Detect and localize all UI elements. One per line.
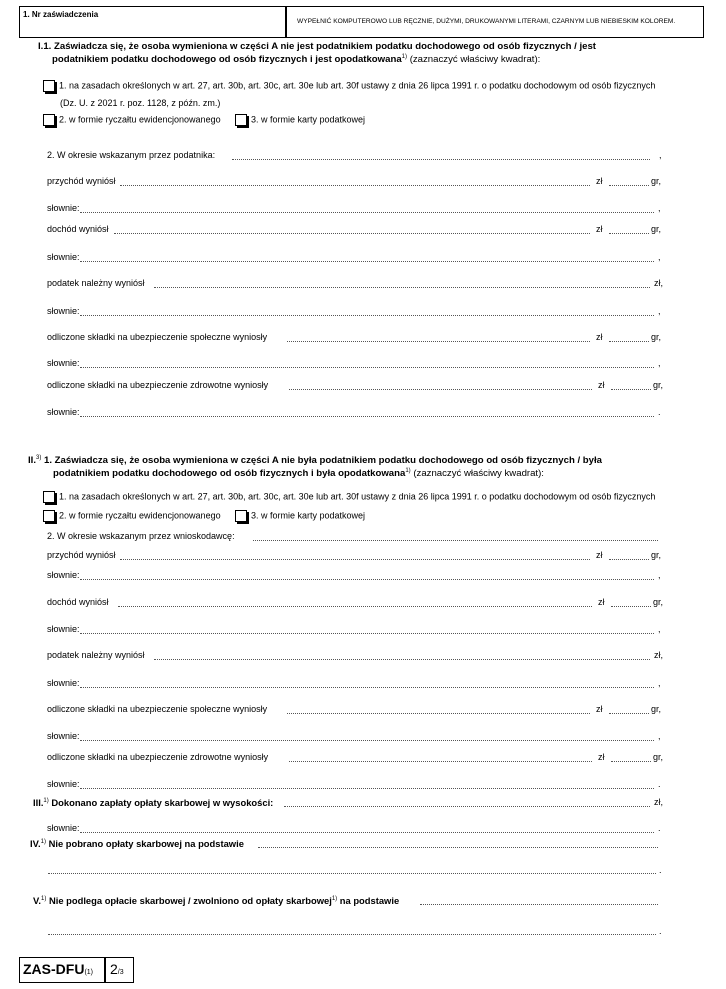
s2-slownie-2: słownie: xyxy=(47,624,80,634)
section4-title: IV.$^{1)}$ Nie pobrano opłaty skarbowej na podstawie xyxy=(30,838,244,849)
section3-title: III.$^{1)}$ Dokonano zapłaty opłaty skarbowej w wysokości: xyxy=(33,797,274,808)
section1-title-note: (zaznaczyć właściwy kwadrat): xyxy=(409,54,541,66)
s1-option-3[interactable]: 3. w formie karty podatkowej xyxy=(235,114,365,126)
s1-slownie-3-field[interactable] xyxy=(80,315,654,316)
checkbox-icon[interactable] xyxy=(43,491,55,503)
s2-option-1[interactable]: 1. na zasadach określonych w art. 27, art. 30b, art. 30c, art. 30e lub art. 30f ustawy z dnia 26 lipca 1991 r. o podatku dochodowym od osób fizycznych xyxy=(43,491,655,503)
s1-podatek-label: podatek należny wyniósł xyxy=(47,278,145,288)
s5-basis-field-1[interactable] xyxy=(420,904,658,905)
certificate-number-label: 1. Nr zaświadczenia xyxy=(23,10,99,19)
s1-slownie-2-field[interactable] xyxy=(80,261,654,262)
checkbox-icon[interactable] xyxy=(43,510,55,522)
section1-title-line2: podatnikiem podatku dochodowego od osób fizycznych i jest opodatkowana xyxy=(52,54,402,66)
s1-spoleczne-label: odliczone składki na ubezpieczenie społeczne wyniosły xyxy=(47,332,268,342)
s2-dochod-zl-field[interactable] xyxy=(118,606,592,607)
s1-zdrowotne-gr-field[interactable] xyxy=(611,389,651,390)
s5-basis-field-2[interactable] xyxy=(48,934,656,935)
s1-podatek-field[interactable] xyxy=(154,287,650,288)
s1-option-1-ref: (Dz. U. z 2021 r. poz. 1128, z późn. zm.) xyxy=(60,98,221,108)
checkbox-icon[interactable] xyxy=(235,114,247,126)
checkbox-icon[interactable] xyxy=(43,80,55,92)
section2-title: II.$^{3)}$ 1. Zaświadcza się, że osoba wymieniona w części A nie była podatnikiem podatku dochodowego od osób fizycznych / była podatnikiem podatku dochodowego od osób fizycznych i była opodatkowana$^{1)}$ (zaznaczyć właściwy kwadrat): xyxy=(28,455,602,480)
s2-spoleczne-gr-field[interactable] xyxy=(609,713,649,714)
s1-przychod-label: przychód wyniósł xyxy=(47,176,116,186)
s4-basis-field-2[interactable] xyxy=(48,873,656,874)
s2-podatek-label: podatek należny wyniósł xyxy=(47,650,145,660)
s1-slownie-5-field[interactable] xyxy=(80,416,654,417)
s2-przychod-gr-field[interactable] xyxy=(609,559,649,560)
s2-zdrowotne-label: odliczone składki na ubezpieczenie zdrowotne wyniosły xyxy=(47,752,269,762)
s1-zdrowotne-label: odliczone składki na ubezpieczenie zdrowotne wyniosły xyxy=(47,380,269,390)
s2-dochod-label: dochód wyniósł xyxy=(47,597,109,607)
s1-dochod-label: dochód wyniósł xyxy=(47,224,109,234)
s2-period-field[interactable] xyxy=(253,540,658,541)
s2-slownie-3: słownie: xyxy=(47,678,80,688)
section5-title: V.$^{1)}$ Nie podlega opłacie skarbowej / zwolniono od opłaty skarbowej$^{1)}$ na podstawie xyxy=(33,895,400,906)
s1-dochod-gr-field[interactable] xyxy=(609,233,649,234)
s1-option-2[interactable]: 2. w formie ryczałtu ewidencjonowanego xyxy=(43,114,221,126)
s2-period-label: 2. W okresie wskazanym przez wnioskodawcę: xyxy=(47,531,235,541)
certificate-number-box[interactable] xyxy=(19,6,286,38)
section2-title-line2: podatnikiem podatku dochodowego od osób fizycznych i była opodatkowana xyxy=(53,468,406,480)
s1-slownie-2: słownie: xyxy=(47,252,80,262)
s1-period-label: 2. W okresie wskazanym przez podatnika: xyxy=(47,150,216,160)
s1-slownie-1: słownie: xyxy=(47,203,80,213)
checkbox-icon[interactable] xyxy=(235,510,247,522)
s1-slownie-4: słownie: xyxy=(47,358,80,368)
s2-slownie-4: słownie: xyxy=(47,731,80,741)
section1-num: I.1. xyxy=(38,41,52,52)
section1-title-line1: Zaświadcza się, że osoba wymieniona w części A nie jest podatnikiem podatku dochodowego od osób fizycznych / jest xyxy=(54,41,597,52)
s2-slownie-5: słownie: xyxy=(47,779,80,789)
checkbox-icon[interactable] xyxy=(43,114,55,126)
s1-spoleczne-gr-field[interactable] xyxy=(609,341,649,342)
s4-basis-field-1[interactable] xyxy=(258,847,658,848)
s1-slownie-4-field[interactable] xyxy=(80,367,654,368)
s1-slownie-3: słownie: xyxy=(47,306,80,316)
s3-slownie-field[interactable] xyxy=(80,832,654,833)
section2-title-note: (zaznaczyć właściwy kwadrat): xyxy=(413,468,544,480)
s2-option-2[interactable]: 2. w formie ryczałtu ewidencjonowanego xyxy=(43,510,221,522)
s2-slownie-2-field[interactable] xyxy=(80,633,654,634)
s1-slownie-1-field[interactable] xyxy=(80,212,654,213)
s2-option-3[interactable]: 3. w formie karty podatkowej xyxy=(235,510,365,522)
s2-zdrowotne-zl-field[interactable] xyxy=(289,761,592,762)
s2-slownie-5-field[interactable] xyxy=(80,788,654,789)
s2-spoleczne-zl-field[interactable] xyxy=(287,713,590,714)
form-code-box xyxy=(19,957,105,983)
section2-num: II. xyxy=(28,455,36,467)
s1-slownie-5: słownie: xyxy=(47,407,80,417)
s3-slownie: słownie: xyxy=(47,823,80,833)
page-number-box xyxy=(105,957,134,983)
s1-spoleczne-zl-field[interactable] xyxy=(287,341,590,342)
s2-spoleczne-label: odliczone składki na ubezpieczenie społeczne wyniosły xyxy=(47,704,268,714)
s1-dochod-zl-field[interactable] xyxy=(114,233,590,234)
s2-dochod-gr-field[interactable] xyxy=(611,606,651,607)
section1-title: I.1. Zaświadcza się, że osoba wymieniona w części A nie jest podatnikiem podatku dochodowego od osób fizycznych / jest podatnikiem podatku dochodowego od osób fizycznych i jest opodatkowana$^{1)}$ (zaznaczyć właściwy kwadrat): xyxy=(38,41,597,66)
s1-przychod-gr-field[interactable] xyxy=(609,185,649,186)
s2-zdrowotne-gr-field[interactable] xyxy=(611,761,651,762)
s1-period-field[interactable] xyxy=(232,159,650,160)
s1-option-1[interactable]: 1. na zasadach określonych w art. 27, art. 30b, art. 30c, art. 30e lub art. 30f ustawy z dnia 26 lipca 1991 r. o podatku dochodowym od osób fizycznych xyxy=(43,80,655,92)
s2-slownie-1-field[interactable] xyxy=(80,579,654,580)
s2-podatek-field[interactable] xyxy=(154,659,650,660)
instruction-text: WYPEŁNIĆ KOMPUTEROWO LUB RĘCZNIE, DUŻYMI, DRUKOWANYMI LITERAMI, CZARNYM LUB NIEBIESKIM KOLOREM. xyxy=(297,18,676,25)
s2-slownie-4-field[interactable] xyxy=(80,740,654,741)
page-number: 2/3 xyxy=(110,961,124,977)
form-code: ZAS-DFU(1) xyxy=(23,961,93,977)
s2-przychod-zl-field[interactable] xyxy=(120,559,590,560)
s2-przychod-label: przychód wyniósł xyxy=(47,550,116,560)
s3-amount-field[interactable] xyxy=(284,806,650,807)
s1-przychod-zl-field[interactable] xyxy=(120,185,590,186)
instruction-box xyxy=(286,6,704,38)
s2-slownie-1: słownie: xyxy=(47,570,80,580)
s2-slownie-3-field[interactable] xyxy=(80,687,654,688)
s1-zdrowotne-zl-field[interactable] xyxy=(289,389,592,390)
section2-title-line1: 1. Zaświadcza się, że osoba wymieniona w części A nie była podatnikiem podatku dochodowego od osób fizycznych / była xyxy=(44,455,602,467)
